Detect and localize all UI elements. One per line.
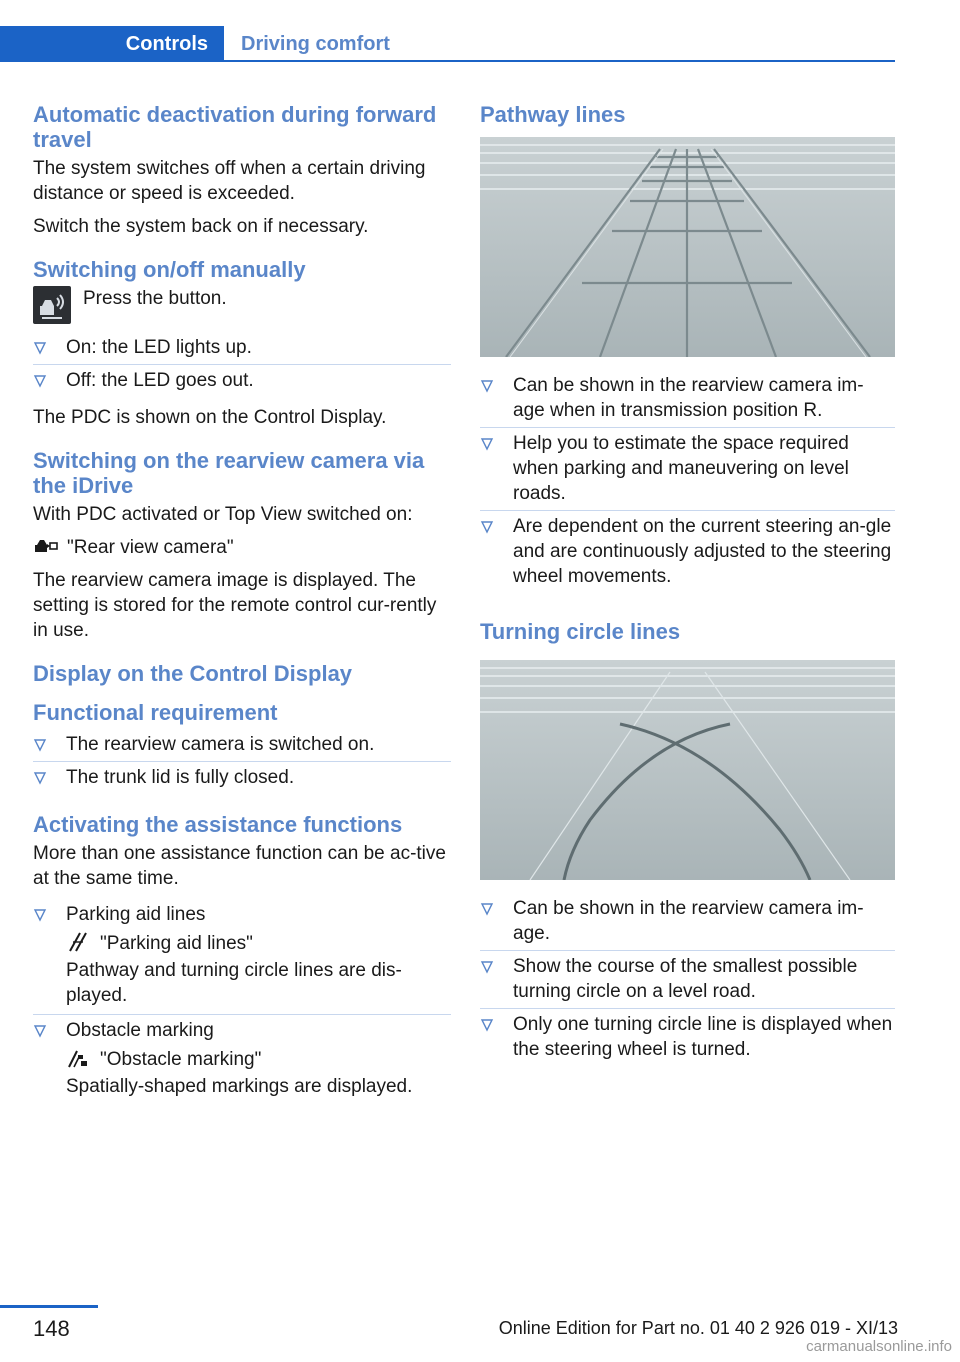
text-more-than-one: More than one assistance function can be ac-tive at the same time. <box>33 843 446 889</box>
list-item-text: Can be shown in the rearview camera im-age when in transmission position R. <box>513 375 864 421</box>
heading-turning-circle-lines: Turning circle lines <box>480 619 681 644</box>
list-item <box>33 729 451 762</box>
list-item <box>33 365 451 397</box>
text-pdc-shown: The PDC is shown on the Control Display. <box>33 407 387 428</box>
text-rear-view-camera: "Rear view camera" <box>67 537 234 558</box>
list-item-text: The rearview camera is switched on. <box>66 734 375 755</box>
text-image-displayed: The rearview camera image is displayed. The setting is stored for the remote control cur-rently in use. <box>33 570 437 641</box>
bullet-triangle-icon <box>480 1018 494 1032</box>
bullet-triangle-icon <box>480 379 494 393</box>
heading-pathway-lines: Pathway lines <box>480 102 626 127</box>
bullet-triangle-icon <box>33 374 47 388</box>
page-number: 148 <box>33 1316 70 1341</box>
list-item <box>480 370 895 428</box>
list-item-text: Are dependent on the current steering an-gle and are continuously adjusted to the steering wheel movements. <box>513 516 892 587</box>
assistance-list <box>33 899 451 1105</box>
edition-text: Online Edition for Part no. 01 40 2 926 019 - XI/13 <box>498 1318 898 1338</box>
tab-controls[interactable]: Controls <box>0 26 224 62</box>
bullet-triangle-icon <box>33 771 47 785</box>
list-item <box>480 893 895 951</box>
text-parking-aid-lines: "Parking aid lines" <box>100 933 253 954</box>
menu-obstacle-marking-line <box>66 1047 451 1072</box>
menu-parking-aid-line <box>66 931 451 956</box>
menu-rear-view-line <box>33 535 451 560</box>
bullet-triangle-icon <box>33 1024 47 1038</box>
requirement-list <box>33 729 451 794</box>
list-item-text: Help you to estimate the space required when parking and maneuvering on level roads. <box>513 433 849 504</box>
bullet-triangle-icon <box>480 437 494 451</box>
list-item <box>33 899 451 1015</box>
header-rule <box>0 60 895 62</box>
list-item <box>480 511 895 593</box>
heading-manual: Switching on/off manually <box>33 257 306 282</box>
heading-rearview-idrive: Switching on the rearview camera via the iDrive <box>33 448 425 498</box>
heading-activating-assistance: Activating the assistance functions <box>33 812 403 837</box>
footer-rule <box>0 1305 98 1308</box>
turning-circle-figure <box>480 660 895 880</box>
list-item-text: On: the LED lights up. <box>66 337 252 358</box>
list-item-text: Can be shown in the rearview camera im-age. <box>513 898 864 944</box>
page-header <box>0 26 895 62</box>
list-item <box>33 762 451 794</box>
pathway-lines-figure <box>480 137 895 357</box>
list-item <box>480 428 895 511</box>
bullet-triangle-icon <box>480 902 494 916</box>
sub-block <box>66 931 451 1008</box>
text-switch-back: Switch the system back on if necessary. <box>33 216 369 237</box>
turning-list <box>480 893 895 1066</box>
heading-auto-deactivation: Automatic deactivation during forward travel <box>33 102 437 152</box>
watermark: carmanualsonline.info <box>806 1338 952 1355</box>
bullet-triangle-icon <box>480 520 494 534</box>
obstacle-marking-icon <box>66 1047 92 1069</box>
press-button-line <box>33 286 451 324</box>
pathway-list <box>480 370 895 593</box>
list-item-text: Show the course of the smallest possible turning circle on a level road. <box>513 956 858 1002</box>
list-item <box>480 1009 895 1066</box>
text-obstacle-marking-desc: Spatially-shaped markings are displayed. <box>66 1076 413 1097</box>
list-item-text: Parking aid lines <box>66 904 206 925</box>
bullet-triangle-icon <box>480 960 494 974</box>
text-with-pdc: With PDC activated or Top View switched on: <box>33 504 413 525</box>
bullet-triangle-icon <box>33 341 47 355</box>
text-switches-off: The system switches off when a certain driving distance or speed is exceeded. <box>33 158 426 204</box>
list-item <box>33 332 451 365</box>
tab-driving-comfort[interactable]: Driving comfort <box>241 32 390 55</box>
list-item-text: The trunk lid is fully closed. <box>66 767 295 788</box>
text-press-button: Press the button. <box>83 288 227 309</box>
bullet-triangle-icon <box>33 738 47 752</box>
list-item <box>33 1015 451 1105</box>
right-column <box>480 102 895 1074</box>
list-item-text: Off: the LED goes out. <box>66 370 254 391</box>
left-column <box>33 102 451 1113</box>
pdc-button-icon <box>33 286 71 324</box>
heading-display-control: Display on the Control Display <box>33 661 353 686</box>
parking-aid-lines-icon <box>66 931 92 953</box>
led-list <box>33 332 451 397</box>
text-parking-aid-desc: Pathway and turning circle lines are dis-played. <box>66 960 402 1006</box>
bullet-triangle-icon <box>33 908 47 922</box>
sub-block <box>66 1047 451 1099</box>
text-obstacle-marking: "Obstacle marking" <box>100 1049 262 1070</box>
rear-camera-icon <box>33 535 59 557</box>
list-item-text: Obstacle marking <box>66 1020 214 1041</box>
list-item-text: Only one turning circle line is displayed when the steering wheel is turned. <box>513 1014 893 1060</box>
list-item <box>480 951 895 1009</box>
heading-functional-requirement: Functional requirement <box>33 700 278 725</box>
